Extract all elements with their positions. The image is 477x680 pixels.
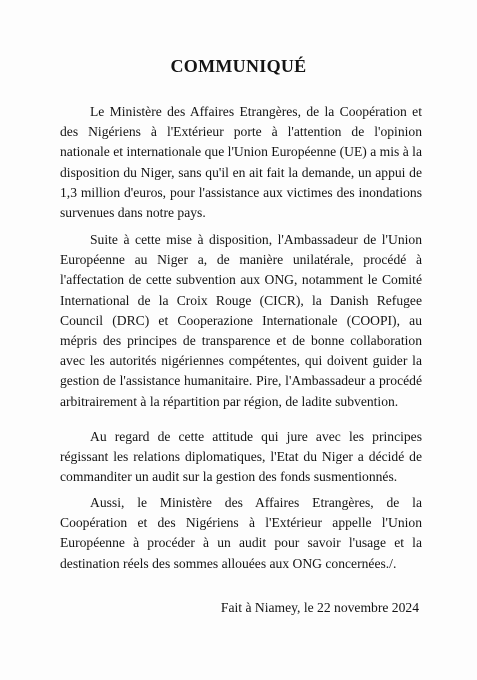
paragraph-3: Au regard de cette attitude qui jure avec les principes régissant les relations diplomatiques, l'Etat du Niger a décidé de commanditer un audit sur la gestion des fonds susmentionnés. (60, 429, 422, 485)
document-title: COMMUNIQUÉ (170, 56, 307, 76)
paragraph-4: Aussi, le Ministère des Affaires Etrangères, de la Coopération et des Nigériens à l'Extérieur appelle l'Union Européenne à procéder à un audit pour savoir l'usage et la destination réels des sommes allouées aux ONG concernées./. (60, 495, 422, 571)
paragraph-1: Le Ministère des Affaires Etrangères, de la Coopération et des Nigériens à l'Extérieur porte à l'attention de l'opinion nationale et internationale que l'Union Européenne (UE) a mis à la disposition du Niger, sans qu'il en ait fait la demande, un appui de 1,3 million d'euros, pour l'assistance aux victimes des inondations survenues dans notre pays. (60, 104, 422, 221)
place-and-date: Fait à Niamey, le 22 novembre 2024 (220, 600, 419, 615)
paragraph-2: Suite à cette mise à disposition, l'Ambassadeur de l'Union Européenne au Niger a, de manière unilatérale, procédé à l'affectation de cette subvention aux ONG, notamment le Comité International de la Croix Rouge (CICR), la Danish Refugee Council (DRC) et Cooperazione Internationale (COOPI), au mépris des principes de transparence et de bonne collaboration avec les autorités nigériennes compétentes, qui doivent guider la gestion de l'assistance humanitaire. Pire, l'Ambassadeur a procédé arbitrairement à la répartition par région, de ladite subvention. (60, 232, 422, 409)
